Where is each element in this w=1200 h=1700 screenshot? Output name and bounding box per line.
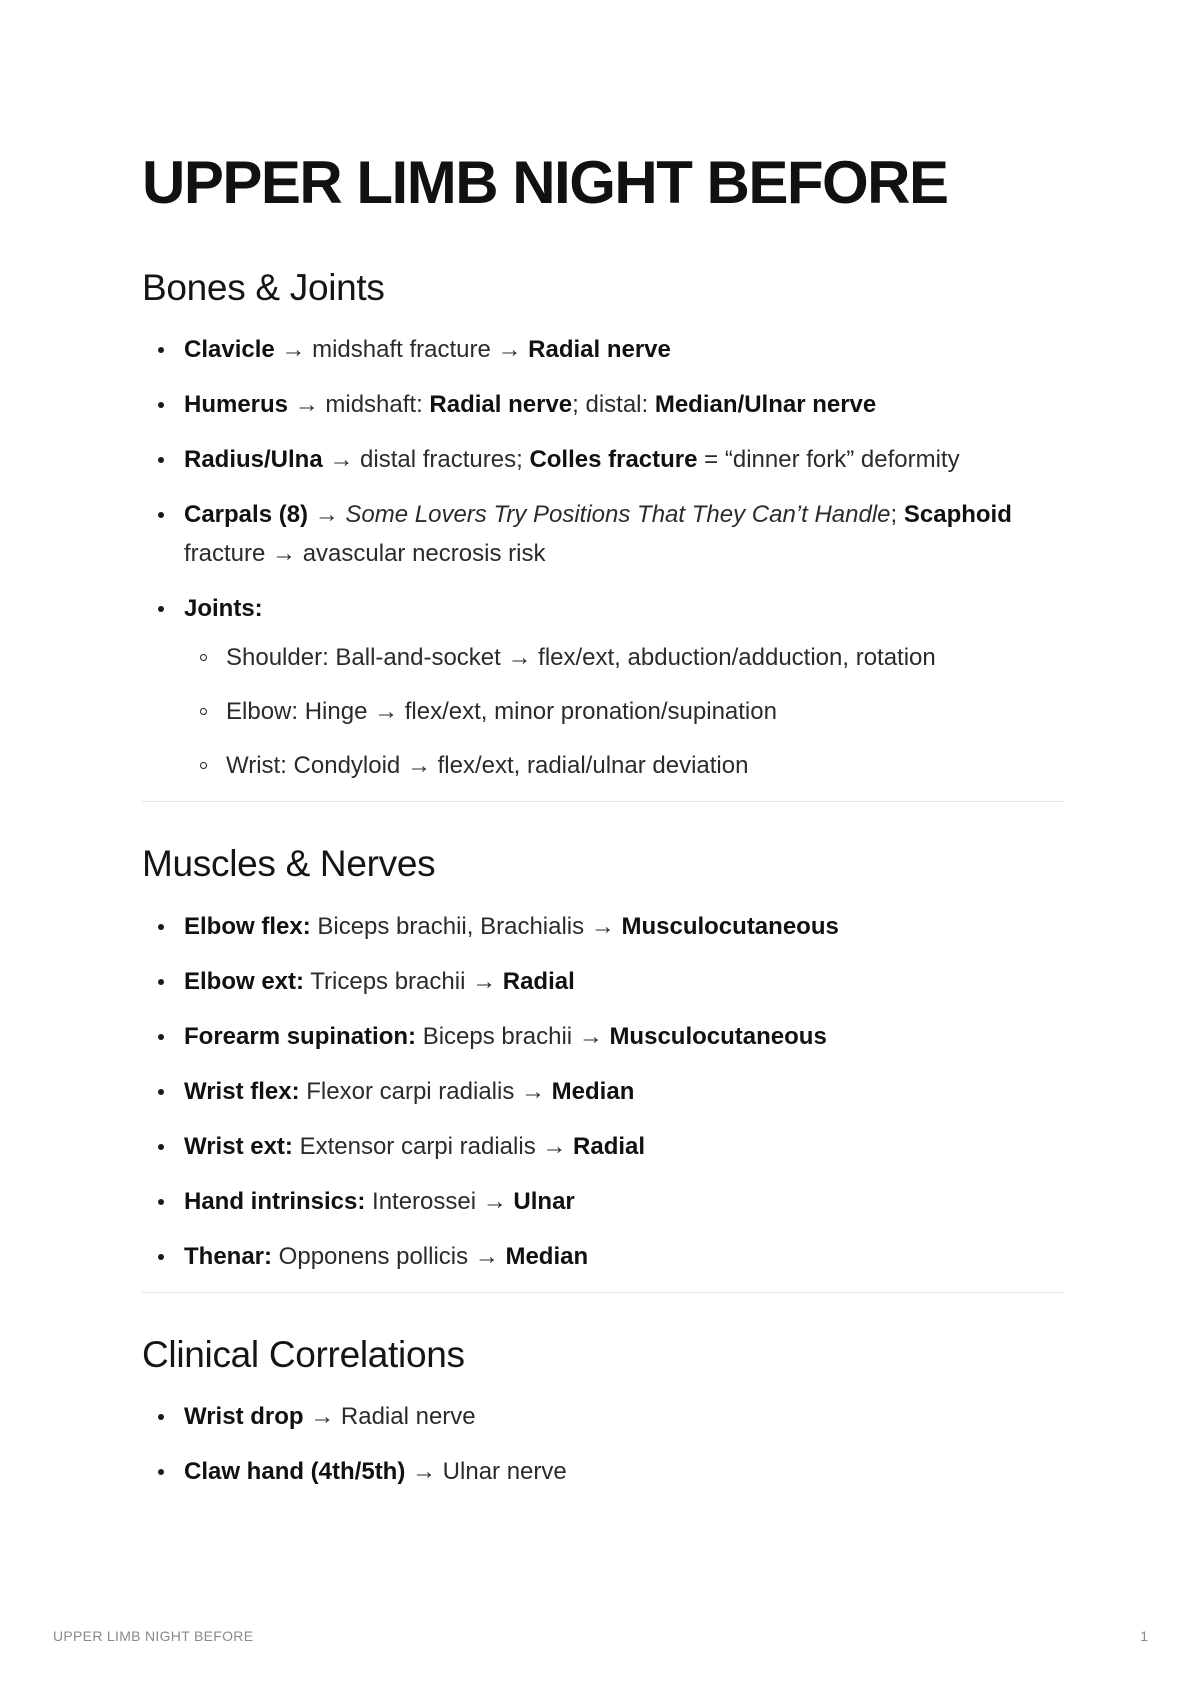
term: Wrist flex: bbox=[184, 1077, 300, 1105]
footer-title: UPPER LIMB NIGHT BEFORE bbox=[53, 1628, 254, 1644]
sub-item-shoulder: Shoulder: Ball-and-socket → flex/ext, abduction/adduction, rotation bbox=[184, 638, 1064, 677]
item-text: Opponens pollicis → bbox=[272, 1242, 506, 1270]
sub-item-wrist: Wrist: Condyloid → flex/ext, radial/ulnar deviation bbox=[184, 746, 1064, 785]
list-item bbox=[142, 1182, 1064, 1221]
nerve-term: Radial bbox=[573, 1132, 646, 1160]
item-text: Biceps brachii, Brachialis → bbox=[310, 912, 622, 940]
list-item bbox=[142, 1072, 1064, 1111]
page-number: 1 bbox=[1140, 1628, 1148, 1644]
list-item-carpals bbox=[142, 495, 1064, 573]
list-item bbox=[142, 1397, 1064, 1436]
list-item bbox=[142, 1127, 1064, 1166]
bullet-list bbox=[142, 1397, 1064, 1491]
term: Radius/Ulna bbox=[184, 446, 323, 474]
fracture-term: Colles fracture bbox=[529, 446, 698, 474]
list-item-joints bbox=[142, 589, 1064, 785]
item-text: ; bbox=[890, 501, 904, 529]
nerve-term: Musculocutaneous bbox=[609, 1022, 827, 1050]
item-text: fracture → avascular necrosis risk bbox=[184, 540, 546, 568]
nerve-term: Median bbox=[505, 1242, 589, 1270]
term: Claw hand (4th/5th) bbox=[184, 1458, 406, 1486]
item-text: → distal fractures; bbox=[322, 446, 530, 474]
term: Elbow flex: bbox=[184, 912, 311, 940]
list-item bbox=[142, 907, 1064, 946]
nerve-term: Median/Ulnar nerve bbox=[654, 391, 877, 419]
nerve-term: Radial nerve bbox=[429, 391, 573, 419]
bullet-list bbox=[142, 330, 1064, 785]
list-item-radius-ulna bbox=[142, 440, 1064, 479]
item-text: → bbox=[308, 501, 346, 529]
item-text: Biceps brachii → bbox=[416, 1022, 610, 1050]
term: Elbow ext: bbox=[184, 967, 305, 995]
section-heading: Clinical Correlations bbox=[142, 1333, 465, 1375]
list-item bbox=[142, 1452, 1064, 1491]
term: Forearm supination: bbox=[184, 1022, 417, 1050]
item-text: Flexor carpi radialis → bbox=[299, 1077, 552, 1105]
nerve-term: Radial bbox=[502, 967, 575, 995]
list-item bbox=[142, 1237, 1064, 1276]
section-bones-joints bbox=[142, 266, 1064, 802]
term: Joints: bbox=[184, 595, 263, 623]
list-item bbox=[142, 1017, 1064, 1056]
item-text: → midshaft fracture → bbox=[274, 336, 529, 364]
term: Humerus bbox=[184, 391, 289, 419]
item-text: Interossei → bbox=[365, 1187, 514, 1215]
item-text: → Radial nerve bbox=[303, 1403, 476, 1431]
term: Hand intrinsics: bbox=[184, 1187, 366, 1215]
section-clinical-correlations bbox=[142, 1333, 1064, 1491]
term: Clavicle bbox=[184, 336, 275, 364]
section-heading: Bones & Joints bbox=[142, 267, 385, 308]
item-text: Triceps brachii → bbox=[304, 967, 503, 995]
divider bbox=[142, 1292, 1064, 1293]
sub-list bbox=[184, 638, 1064, 785]
term: Carpals (8) bbox=[184, 501, 309, 529]
document-page bbox=[142, 150, 1064, 1507]
bone-term: Scaphoid bbox=[903, 501, 1012, 529]
list-item-humerus bbox=[142, 385, 1064, 424]
term: Thenar: bbox=[184, 1242, 273, 1270]
item-text: → Ulnar nerve bbox=[405, 1458, 567, 1486]
divider bbox=[142, 801, 1064, 802]
term: Wrist drop bbox=[184, 1403, 304, 1431]
section-heading: Muscles & Nerves bbox=[142, 843, 436, 885]
item-text: → midshaft: bbox=[288, 391, 430, 419]
page-title: UPPER LIMB NIGHT BEFORE bbox=[142, 149, 948, 216]
nerve-term: Median bbox=[551, 1077, 635, 1105]
sub-item-elbow: Elbow: Hinge → flex/ext, minor pronation/supination bbox=[184, 692, 1064, 731]
nerve-term: Ulnar bbox=[513, 1187, 575, 1215]
mnemonic: Some Lovers Try Positions That They Can’t Handle bbox=[345, 501, 891, 529]
item-text: = “dinner fork” deformity bbox=[697, 446, 960, 474]
section-muscles-nerves bbox=[142, 842, 1064, 1292]
list-item bbox=[142, 962, 1064, 1001]
term: Wrist ext: bbox=[184, 1132, 293, 1160]
list-item-clavicle bbox=[142, 330, 1064, 369]
nerve-term: Radial nerve bbox=[528, 336, 671, 364]
item-text: Extensor carpi radialis → bbox=[292, 1132, 574, 1160]
item-text: ; distal: bbox=[572, 391, 655, 419]
nerve-term: Musculocutaneous bbox=[621, 912, 839, 940]
bullet-list bbox=[142, 907, 1064, 1276]
